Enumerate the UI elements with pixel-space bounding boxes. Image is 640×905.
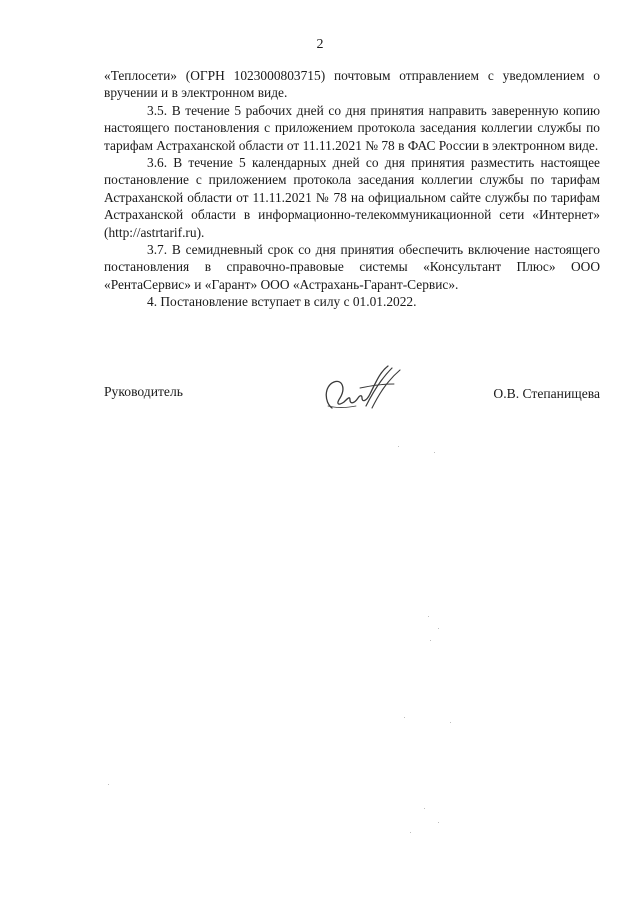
paragraph-4: 4. Постановление вступает в силу с 01.01.2022. xyxy=(147,294,417,310)
scan-speck xyxy=(404,717,405,718)
paragraph-continuation: «Теплосети» (ОГРН 1023000803715) почтовым отправлением с уведомлением о вручении и в электронном виде. xyxy=(104,68,600,101)
scan-speck xyxy=(434,452,435,453)
scan-speck xyxy=(424,808,425,809)
paragraph-3-5: 3.5. В течение 5 рабочих дней со дня принятия направить заверенную копию настоящего постановления с приложением протокола заседания коллегии службы по тарифам Астраханской области от 11.11.2021 № 78 в ФАС России в электронном виде. xyxy=(104,102,600,153)
handwritten-signature xyxy=(316,362,406,414)
scan-speck xyxy=(410,832,411,833)
paragraph-3-7: 3.7. В семидневный срок со дня принятия обеспечить включение настоящего постановления в справочно-правовые системы «Консультант Плюс» ООО «РентаСервис» и «Гарант» ООО «Астрахань-Гарант-Сервис». xyxy=(104,242,600,292)
scan-speck xyxy=(398,446,399,447)
scan-speck xyxy=(430,640,431,641)
scan-speck xyxy=(428,616,429,617)
scan-speck xyxy=(108,784,109,785)
page-number: 2 xyxy=(316,37,324,52)
signatory-position: Руководитель xyxy=(104,384,183,399)
document-body xyxy=(104,67,600,311)
scan-speck xyxy=(450,722,451,723)
signatory-name: О.В. Степанищева xyxy=(493,386,600,401)
paragraph-3-6: 3.6. В течение 5 календарных дней со дня принятия разместить настоящее постановление с приложением протокола заседания коллегии службы по тарифам Астраханской области от 11.11.2021 № 78 на официальном сайте службы по тарифам Астраханской области в информационно-телекоммуникационной сети «Интернет» (http://astrtarif.ru). xyxy=(104,155,600,240)
signature-block xyxy=(104,362,600,422)
scan-speck xyxy=(438,822,439,823)
scan-speck xyxy=(438,628,439,629)
